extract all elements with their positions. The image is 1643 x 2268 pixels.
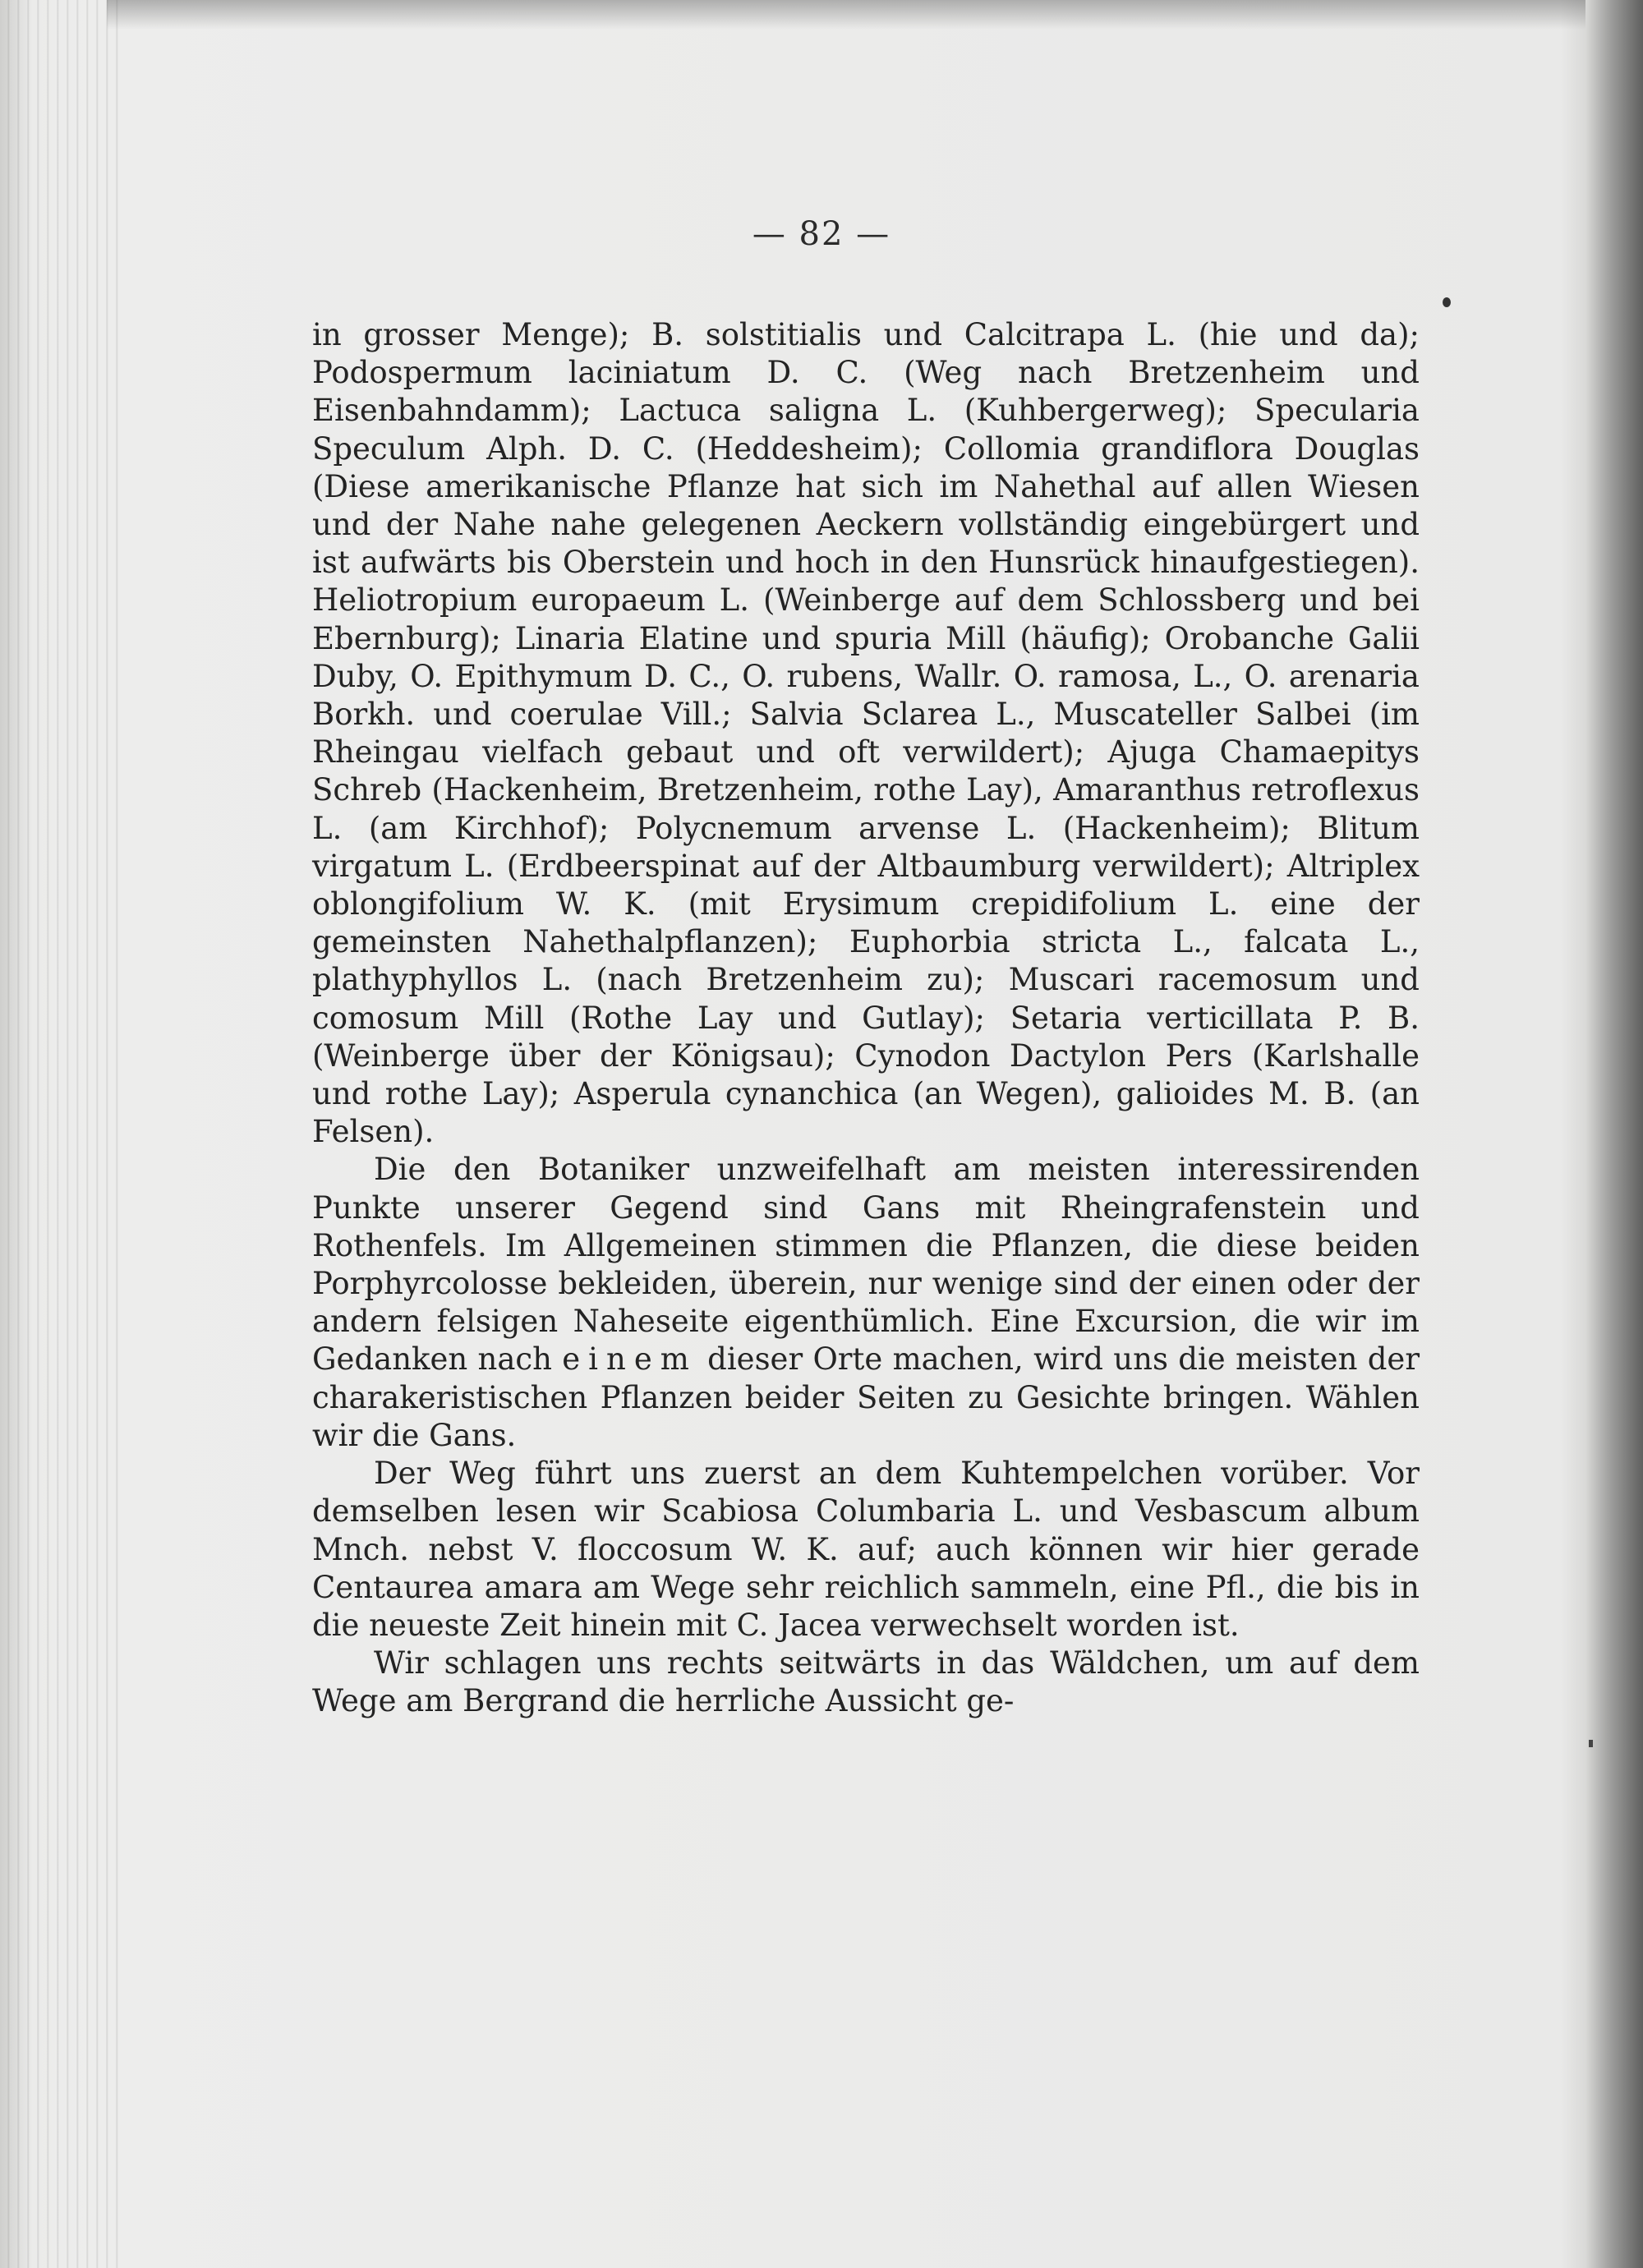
paragraph-text: dieser Orte machen, wird uns die meisten der charakeristischen Pflanzen beider Seiten zu Gesichte bringen. Wählen wir die Gans. <box>312 1341 1420 1453</box>
ink-speck <box>1589 1740 1593 1747</box>
page-edge-shadow <box>1585 0 1643 2268</box>
paragraph-waeldchen <box>312 1645 1420 1720</box>
ink-speck <box>1443 297 1451 307</box>
paragraph-text: Wir schlagen uns rechts seitwärts in das Wäldchen, um auf dem Wege am Bergrand die herrliche Aussicht ge- <box>312 1645 1420 1719</box>
paragraph-text: Die den Botaniker unzweifelhaft am meisten interessirenden Punkte unserer Gegend sind Gans mit Rheingrafenstein und Rothenfels. Im Allgemeinen stimmen die Pflanzen, die diese beiden Porphyrcolosse bekleiden, überein, nur wenige sind der einen oder der andern felsigen Naheseite eigenthümlich. Eine Excursion, die wir im Gedanken nach <box>312 1152 1420 1378</box>
binding-edge <box>0 0 123 2268</box>
paragraph-gans-intro <box>312 1151 1420 1455</box>
paragraph-text: Der Weg führt uns zuerst an dem Kuhtempelchen vorüber. Vor demselben lesen wir Scabiosa Columbaria L. und Vesbascum album Mnch. nebst V. floccosum W. K. auf; auch können wir hier gerade Centaurea amara am Wege sehr reichlich sammeln, eine Pfl., die bis in die neueste Zeit hinein mit C. Jacea verwechselt worden ist. <box>312 1456 1420 1643</box>
top-edge-shadow <box>107 0 1585 30</box>
paragraph-kuhtempelchen <box>312 1455 1420 1645</box>
emphasized-word: einem <box>562 1341 697 1378</box>
page-number: — 82 — <box>752 215 891 253</box>
body-text <box>312 316 1420 1721</box>
paragraph-text: in grosser Menge); B. solstitialis und Calcitrapa L. (hie und da); Podospermum laciniatum D. C. (Weg nach Bretzenheim und Eisenbahndamm); Lactuca saligna L. (Kuhbergerweg); Specularia Speculum Alph. D. C. (Heddesheim); Collomia grandiflora Douglas (Diese amerikanische Pflanze hat sich im Nahethal auf allen Wiesen und der Nahe nahe gelegenen Aeckern vollständig eingebürgert und ist aufwärts bis Oberstein und hoch in den Hunsrück hinaufgestiegen). Heliotropium europaeum L. (Weinberge auf dem Schlossberg und bei Ebernburg); Linaria Elatine und spuria Mill (häufig); Orobanche Galii Duby, O. Epithymum D. C., O. rubens, Wallr. O. ramosa, L., O. arenaria Borkh. und coerulae Vill.; Salvia Sclarea L., Muscateller Salbei (im Rheingau vielfach gebaut und oft verwildert); Ajuga Chamaepitys Schreb (Hackenheim, Bretzenheim, rothe Lay), Amaranthus retroflexus L. (am Kirchhof); Polycnemum arvense L. (Hackenheim); Blitum virgatum L. (Erdbeerspinat auf der Altbaumburg verwildert); Altriplex oblongifolium W. K. (mit Erysimum crepidifolium L. eine der gemeinsten Nahethalpflanzen); Euphorbia stricta L., falcata L., plathyphyllos L. (nach Bretzenheim zu); Muscari racemosum und comosum Mill (Rothe Lay und Gutlay); Setaria verticillata P. B. (Weinberge über der Königsau); Cynodon Dactylon Pers (Karlshalle und rothe Lay); Asperula cynanchica (an Wegen), galioides M. B. (an Felsen). <box>312 317 1420 1150</box>
paragraph-plant-list <box>312 316 1420 1151</box>
